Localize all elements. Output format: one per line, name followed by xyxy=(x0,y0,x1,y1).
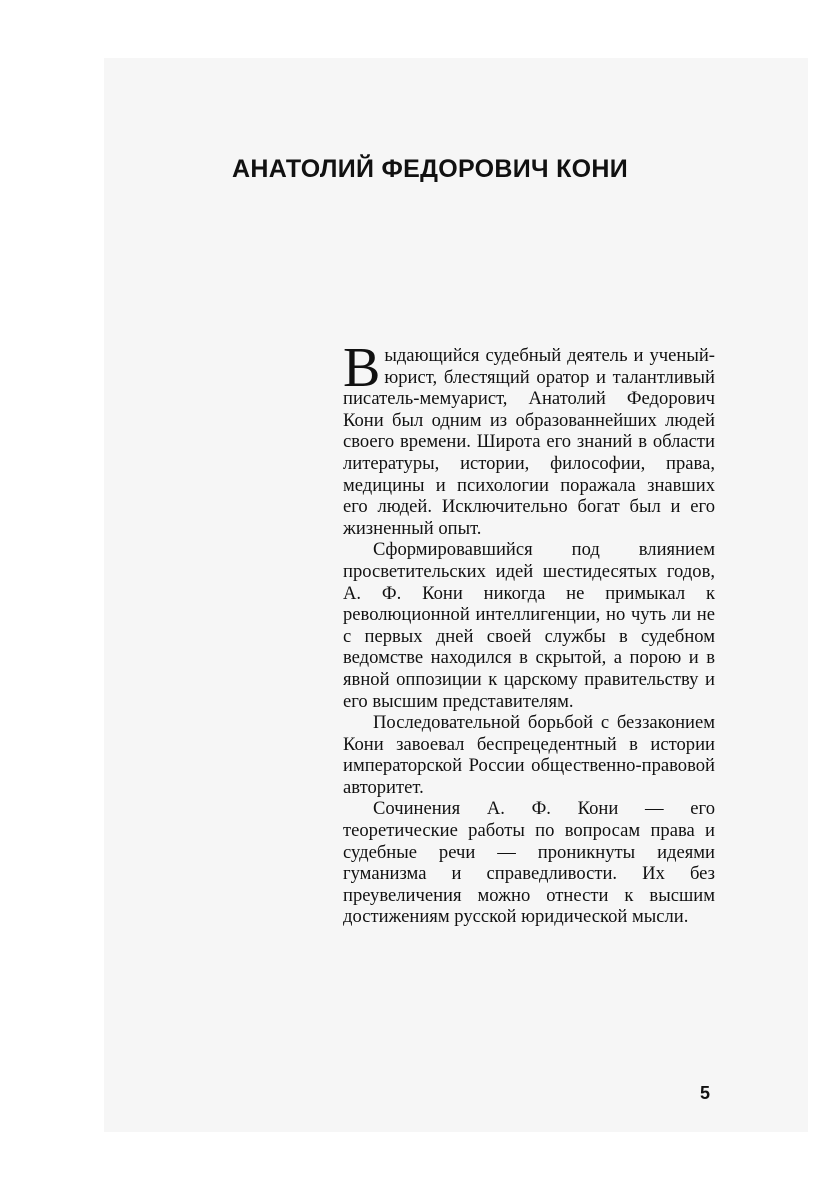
page-number: 5 xyxy=(700,1083,711,1103)
drop-cap: В xyxy=(343,337,381,399)
paragraph-1 xyxy=(343,337,715,539)
paragraph-2: Сформировавшийся под влиянием просветительских идей шестидесятых годов, А. Ф. Кони никогда не примыкал к революционной интеллигенции, но чуть ли не с первых дней своей службы в судебном ведомстве находился в скрытой, а порою и в явной оппозиции к царскому правительству и его высшим представителям. xyxy=(343,539,715,712)
paragraph-4: Сочинения А. Ф. Кони — его теоретические работы по вопросам права и судебные речи — проникнуты идеями гуманизма и справедливости. Их без преувеличения можно отнести к высшим достижениям русской юридической мысли. xyxy=(343,798,715,928)
paragraph-1-text: ыдающийся судебный деятель и ученый-юрист, блестящий оратор и талантливый писатель-мемуарист, Анатолий Федорович Кони был одним из образованнейших людей своего времени. Широта его знаний в области литературы, истории, философии, права, медицины и психологии поражала знавших его людей. Исключительно богат был и его жизненный опыт. xyxy=(343,345,715,539)
article-body xyxy=(343,337,715,928)
paragraph-3: Последовательной борьбой с беззаконием Кони завоевал беспрецедентный в истории императорской России общественно-правовой авторитет. xyxy=(343,712,715,798)
page-title: АНАТОЛИЙ ФЕДОРОВИЧ КОНИ xyxy=(232,155,629,183)
